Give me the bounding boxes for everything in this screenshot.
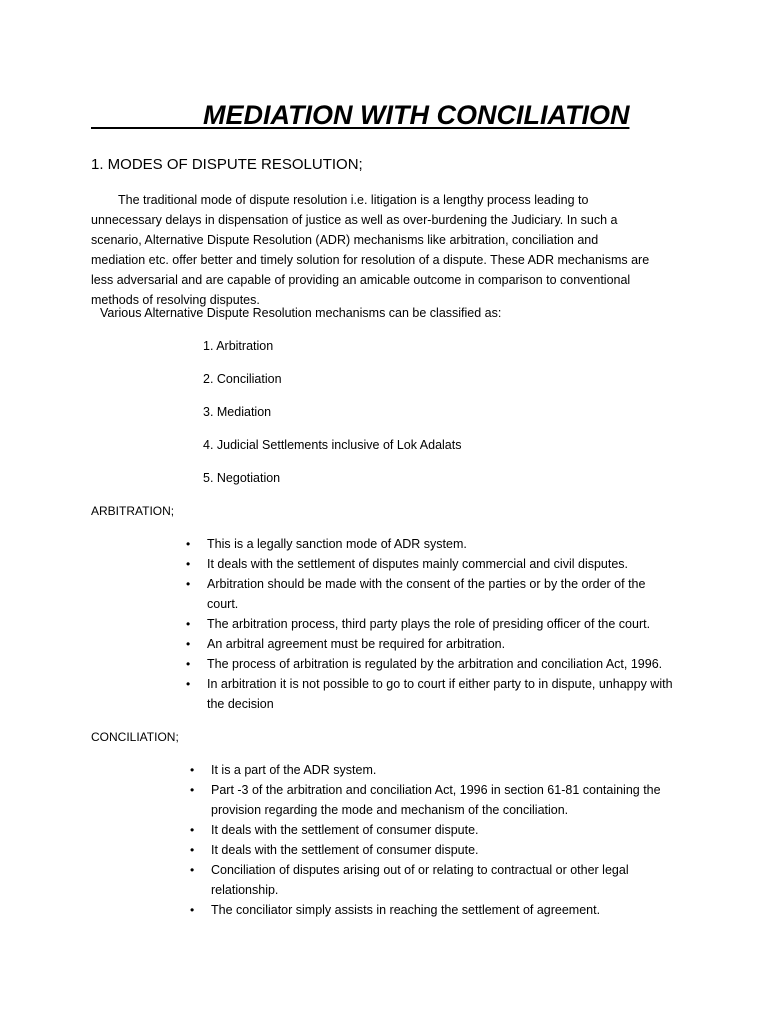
list-item-text: An arbitral agreement must be required for arbitration.: [207, 637, 506, 651]
list-item: [186, 654, 676, 674]
list-item: [186, 534, 676, 554]
list-item-text: The conciliator simply assists in reaching the settlement of agreement.: [211, 903, 601, 917]
conciliation-heading: CONCILIATION;: [91, 730, 179, 744]
list-item-text: The process of arbitration is regulated by the arbitration and conciliation Act, 1996.: [207, 657, 663, 671]
mechanism-list: [203, 336, 461, 501]
section-heading: 1. MODES OF DISPUTE RESOLUTION;: [91, 156, 363, 173]
list-item: [186, 614, 676, 634]
mechanism-item: 2. Conciliation: [203, 372, 282, 386]
document-title-text: MEDIATION WITH CONCILIATION: [203, 100, 630, 130]
list-item-text: In arbitration it is not possible to go to court if either party to in dispute, unhappy with the decision: [207, 677, 673, 711]
arbitration-heading: ARBITRATION;: [91, 504, 175, 518]
list-item-text: Arbitration should be made with the consent of the parties or by the order of the court.: [207, 577, 646, 611]
list-item: [186, 574, 676, 614]
list-item: [186, 554, 676, 574]
bullet-icon: •: [190, 903, 195, 917]
list-item: [190, 820, 676, 840]
list-item-text: It deals with the settlement of consumer dispute.: [211, 823, 479, 837]
bullet-icon: •: [186, 677, 191, 691]
mechanism-item: 3. Mediation: [203, 405, 272, 419]
list-item-text: It deals with the settlement of disputes mainly commercial and civil disputes.: [207, 557, 629, 571]
intro-paragraph-text: The traditional mode of dispute resolution i.e. litigation is a lengthy process leading to unnecessary delays in dispensation of justice as well as over-burdening the Judiciary. In such a scenario, Alternative Dispute Resolution (ADR) mechanisms like arbitration, conciliation and mediation etc. offer better and timely solution for resolution of a dispute. These ADR mechanisms are less adversarial and are capable of providing an amicable outcome in comparison to conventional methods of resolving disputes.: [91, 193, 650, 307]
bullet-icon: •: [190, 823, 195, 837]
bullet-icon: •: [190, 763, 195, 777]
list-item-text: It deals with the settlement of consumer dispute.: [211, 843, 479, 857]
list-item-text: It is a part of the ADR system.: [211, 763, 377, 777]
intro-paragraph: [91, 190, 651, 310]
list-item-text: The arbitration process, third party plays the role of presiding officer of the court.: [207, 617, 651, 631]
list-item-text: Conciliation of disputes arising out of or relating to contractual or other legal relationship.: [211, 863, 629, 897]
classification-intro: Various Alternative Dispute Resolution mechanisms can be classified as:: [100, 306, 502, 320]
conciliation-points: [190, 760, 676, 920]
bullet-icon: •: [186, 617, 191, 631]
bullet-icon: •: [186, 577, 191, 591]
list-item: [190, 860, 676, 900]
bullet-icon: •: [186, 557, 191, 571]
list-item-text: This is a legally sanction mode of ADR system.: [207, 537, 467, 551]
list-item: [190, 780, 676, 820]
mechanism-item: 1. Arbitration: [203, 339, 274, 353]
bullet-icon: •: [190, 863, 195, 877]
bullet-icon: •: [186, 637, 191, 651]
arbitration-points: [186, 534, 676, 714]
bullet-icon: •: [186, 657, 191, 671]
list-item: [186, 634, 676, 654]
list-item: [186, 674, 676, 714]
title-underline-lead: [91, 98, 203, 129]
list-item: [190, 760, 676, 780]
bullet-icon: •: [190, 783, 195, 797]
mechanism-item: 5. Negotiation: [203, 471, 281, 485]
bullet-icon: •: [186, 537, 191, 551]
document-title: [91, 98, 651, 132]
list-item-text: Part -3 of the arbitration and conciliation Act, 1996 in section 61-81 containing the provision regarding the mode and mechanism of the conciliation.: [211, 783, 661, 817]
list-item: [190, 840, 676, 860]
bullet-icon: •: [190, 843, 195, 857]
mechanism-item: 4. Judicial Settlements inclusive of Lok Adalats: [203, 438, 462, 452]
list-item: [190, 900, 676, 920]
